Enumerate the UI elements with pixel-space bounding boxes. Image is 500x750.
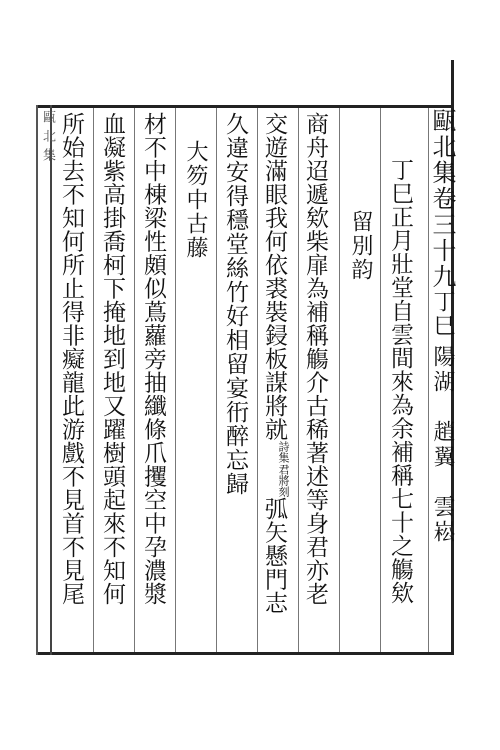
poem-column-2-part-b: 弧矢懸門志 xyxy=(261,497,287,615)
margin-title: 甌北集 xyxy=(40,110,55,167)
preface-line-2: 留別韵 xyxy=(348,210,373,282)
frame-left-border xyxy=(36,105,38,655)
inline-note-line-1: 君將刻 xyxy=(277,464,290,497)
column-rule xyxy=(339,108,340,652)
poem-column-2-part-a: 交遊滿眼我何依裘裝鋟板謀將就 xyxy=(261,112,287,441)
inline-note xyxy=(277,441,290,497)
gutter-line xyxy=(50,105,52,655)
poem-column-3: 久違安得穩堂絲竹好相留宴衎醉忘歸 xyxy=(222,112,248,496)
second-poem-column-2: 血凝紫高掛喬柯下掩地到地又躍樹頭起來不知何 xyxy=(99,112,125,606)
author-place: 陽湖 xyxy=(430,345,455,395)
column-rule xyxy=(134,108,135,652)
poem-column-2 xyxy=(258,112,290,615)
volume-title xyxy=(425,108,459,338)
second-poem-title: 大笏中古藤 xyxy=(183,140,208,260)
poem-column-1: 商舟迢遞欸柴扉為補稱觴介古稀著述等身君亦老 xyxy=(302,112,328,606)
frame-top-border xyxy=(36,105,454,108)
second-poem-column-1: 材不中棟梁性頗似蔦蘿旁抽纖條爪攫空中孕濃漿 xyxy=(140,112,166,606)
column-rule xyxy=(380,108,381,652)
inline-note-line-2: 詩集 xyxy=(277,441,290,463)
volume-title-text: 甌北集卷三十九 xyxy=(428,108,456,290)
author-name: 趙翼 xyxy=(430,420,455,470)
column-rule xyxy=(175,108,176,652)
preface-line-1: 丁巳正月壯堂自雲間來為余補稱七十之觴欸 xyxy=(387,158,413,605)
column-rule xyxy=(93,108,94,652)
author-style-name: 雲崧 xyxy=(430,495,455,545)
column-rule xyxy=(216,108,217,652)
frame-bottom-border xyxy=(36,652,454,655)
second-poem-column-3: 所始去不知何所止得非癡龍此游戲不見首不見尾 xyxy=(58,112,84,606)
author-line xyxy=(425,345,459,545)
volume-title-note: 丁巳 xyxy=(430,290,455,338)
